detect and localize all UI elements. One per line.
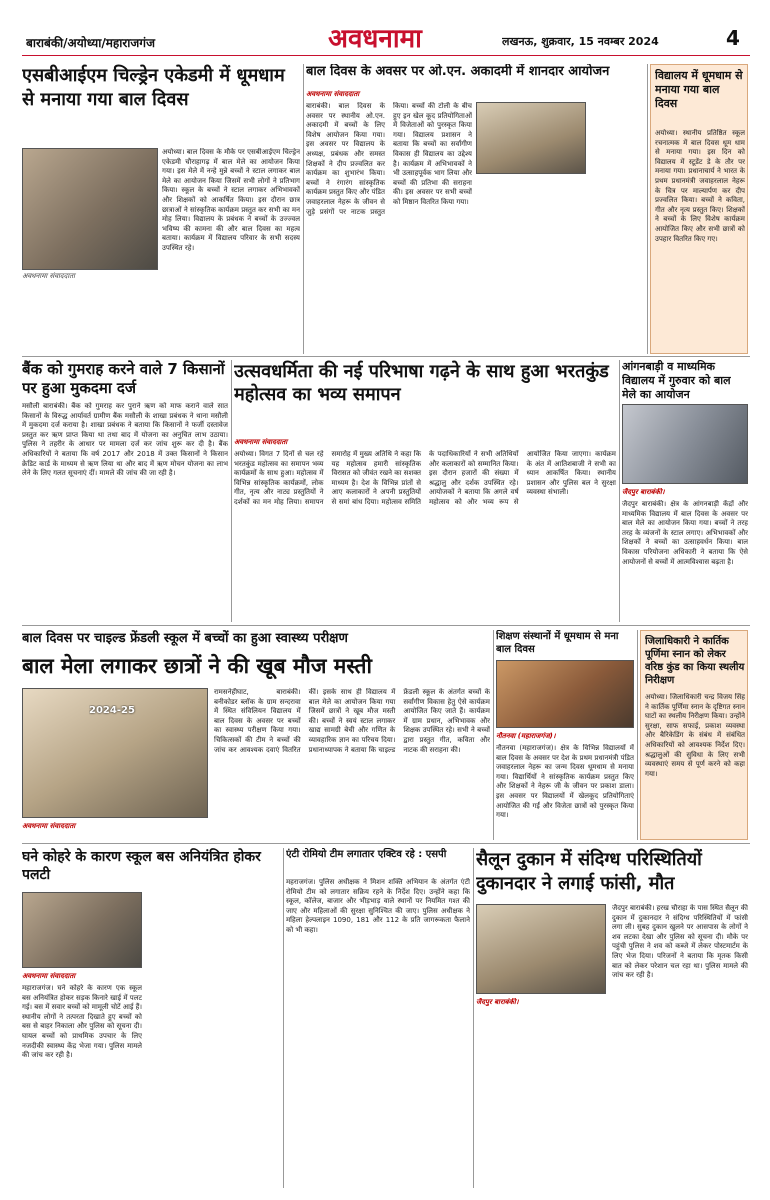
story-2-headline: बाल दिवस के अवसर पर ओ.एन. अकादमी में शानदार आयोजन — [306, 64, 610, 79]
story-2-body: बाराबंकी। बाल दिवस के अवसर पर स्थानीय ओ.एन. अकादमी में बच्चों के लिए विशेष आयोजन किया गया। इस अवसर पर विद्यालय के अध्यक्ष, प्रबंधक और समस्त शिक्षकों ने दीप प्रज्वलित कर कार्यक्रम का शुभारंभ किया। बच्चों ने रंगारंग सांस्कृतिक कार्यक्रम प्रस्तुत किए और पंडित जवाहरलाल नेहरू के जीवन से जुड़े प्रसंगों पर नाटक प्रस्तुत किया। बच्चों की टोली के बीच हुए इन खेल कूद प्रतियोगिताओं में विजेताओं को पुरस्कृत किया गया। विद्यालय प्रशासन ने बताया कि बच्चों का सर्वांगीण विकास ही विद्यालय का उद्देश्य है। कार्यक्रम में अभिभावकों ने भी उत्साहपूर्वक भाग लिया और बच्चों की प्रतिभा की सराहना की। इस अवसर पर सभी बच्चों को मिष्ठान वितरित किया गया। — [306, 102, 472, 216]
rule-11 — [473, 848, 474, 1188]
story-2-body-cont — [476, 178, 642, 354]
story-5-body: अयोध्या। विगत 7 दिनों से चल रहे भरतकुंड महोत्सव का समापन भव्य कार्यक्रमों के साथ हुआ। महोत्सव में विभिन्न सांस्कृतिक कार्यक्रमों, लोक गीत, नृत्य और नाट्य प्रस्तुतियों ने दर्शकों का मन मोह लिया। समापन समारोह में मुख्य अतिथि ने कहा कि यह महोत्सव हमारी सांस्कृतिक विरासत को जीवंत रखने का सशक्त माध्यम है। देश के विभिन्न प्रांतों से आए कलाकारों ने अपनी प्रस्तुतियों से समां बांध दिया। महोत्सव समिति के पदाधिकारियों ने सभी अतिथियों और कलाकारों को सम्मानित किया। इस दौरान हजारों की संख्या में श्रद्धालु और दर्शक उपस्थित रहे। आयोजकों ने बताया कि अगले वर्ष महोत्सव को और भव्य रूप से आयोजित किया जाएगा। कार्यक्रम के अंत में आतिशबाजी ने सभी का ध्यान आकर्षित किया। स्थानीय प्रशासन और पुलिस बल ने सुरक्षा व्यवस्था संभाली। — [234, 450, 616, 506]
rule-2 — [647, 64, 648, 354]
story-6-byline: जैदपुर बाराबंकी। — [622, 488, 665, 496]
story-5-byline: अवधनामा संवाददाता — [234, 438, 288, 446]
story-12-body: जैदपुर बाराबंकी। हरख चौराहा के पास स्थित सैलून की दुकान में दुकानदार ने संदिग्ध परिस्थितियों में फांसी लगा ली। सुबह दुकान खुलने पर आसपास के लोगों ने शव लटका देखा और पुलिस को सूचना दी। मौके पर पहुंची पुलिस ने शव को कब्जे में लेकर पोस्टमार्टम के लिए भेज दिया। परिजनों ने बताया कि मृतक किसी बात को लेकर परेशान चल रहा था। पुलिस मामले की जांच कर रही है। — [612, 904, 748, 980]
rule-4 — [231, 360, 232, 622]
story-10-headline: घने कोहरे के कारण स्कूल बस अनियंत्रित होकर पलटी — [22, 849, 261, 883]
rule-1 — [303, 64, 304, 354]
masthead-date: लखनऊ, शुक्रवार, 15 नवम्बर 2024 — [502, 35, 659, 48]
story-1-photo — [22, 148, 158, 270]
story-11-body: महराजगंज। पुलिस अधीक्षक ने मिशन शक्ति अभियान के अंतर्गत एंटी रोमियो टीम को लगातार सक्रिय रहने के निर्देश दिए। उन्होंने कहा कि स्कूल, कॉलेज, बाजार और भीड़भाड़ वाले स्थानों पर नियमित गश्त की जाए और महिलाओं की सुरक्षा सुनिश्चित की जाए। पुलिस अधीक्षक ने महिला हेल्पलाइन 1090, 181 और 112 के प्रति जागरूकता फैलाने को भी कहा। — [286, 878, 470, 934]
story-9-body: अयोध्या। जिलाधिकारी चन्द्र विजय सिंह ने कार्तिक पूर्णिमा स्नान के दृष्टिगत स्नान घाटों का स्थलीय निरीक्षण किया। उन्होंने सुरक्षा, साफ सफाई, प्रकाश व्यवस्था और बैरिकेडिंग के संबंध में संबंधित अधिकारियों को आवश्यक निर्देश दिए। श्रद्धालुओं की सुविधा के लिए सभी व्यवस्थाएं समय से पूर्ण करने को कहा गया। — [645, 693, 745, 778]
story-7 — [22, 630, 490, 840]
rule-6 — [22, 625, 750, 626]
story-7-photo — [22, 688, 208, 818]
story-4-body: मसौली बाराबंकी। बैंक को गुमराह कर पुराने ऋण को माफ कराने वाले सात किसानों के विरुद्ध आर्यावर्त ग्रामीण बैंक मसौली के शाखा प्रबंधक ने थाना मसौली में मुकदमा दर्ज कराया है। शाखा प्रबंधक ने बताया कि किसानों ने फर्जी दस्तावेज प्रस्तुत कर ऋण प्राप्त किया था तथा बाद में योजना का अनुचित लाभ उठाया। पुलिस ने तहरीर के आधार पर मामला दर्ज कर जांच शुरू कर दी है। बैंक अधिकारियों ने बताया कि वर्ष 2017 और 2018 में उक्त किसानों ने किसान क्रेडिट कार्ड के माध्यम से ऋण लिया था और बाद में ऋण मोचन योजना का लाभ लेने के लिए गलत सूचनाएं दीं। मामले की जांच की जा रही है। — [22, 402, 228, 478]
rule-3 — [22, 356, 750, 357]
story-9-headline: जिलाधिकारी ने कार्तिक पूर्णिमा स्नान को लेकर वरिष्ठ कुंड का किया स्थलीय निरीक्षण — [645, 636, 745, 686]
story-10-body-cont — [148, 892, 280, 1188]
story-3 — [650, 64, 748, 354]
story-2 — [306, 64, 644, 354]
story-7-byline: अवधनामा संवाददाता — [22, 822, 76, 830]
story-8 — [496, 630, 634, 840]
story-3-body: अयोध्या। स्थानीय प्रतिष्ठित स्कूल रचनात्मक में बाल दिवस धूम धाम से मनाया गया। इस दिन को विद्यालय में स्टूडेंट डे के तौर पर मनाया गया। प्रधानाचार्य ने भारत के प्रथम प्रधानमंत्री जवाहरलाल नेहरू के चित्र पर माल्यार्पण कर दीप प्रज्वलित किया। बच्चों ने कविता, गीत और नृत्य प्रस्तुत किए। शिक्षकों ने बच्चों के लिए विशेष कार्यक्रम आयोजित किए और सभी छात्रों को उपहार वितरित किए गए। — [655, 129, 745, 243]
story-10-body: महाराजगंज। घने कोहरे के कारण एक स्कूल बस अनियंत्रित होकर सड़क किनारे खाई में पलट गई। बस में सवार बच्चों को मामूली चोटें आई हैं। स्थानीय लोगों ने तत्परता दिखाते हुए बच्चों को बस से बाहर निकाला और पुलिस को सूचना दी। घायल बच्चों को प्राथमिक उपचार के लिए नजदीकी स्वास्थ्य केंद्र भेजा गया। पुलिस मामले की जांच कर रही है। — [22, 984, 142, 1060]
story-8-photo — [496, 660, 634, 728]
story-1-headline: एसबीआईएम चिल्ड्रेन एकेडमी में धूमधाम से मनाया गया बाल दिवस — [22, 65, 285, 110]
rule-5 — [619, 360, 620, 622]
story-7-photo-banner: 2024-25 — [89, 705, 135, 716]
masthead-rule — [22, 55, 750, 56]
story-5-headline: उत्सवधर्मिता की नई परिभाषा गढ़ने के साथ हुआ भरतकुंड महोत्सव का भव्य समापन — [234, 361, 609, 405]
story-10 — [22, 848, 280, 1188]
story-4 — [22, 360, 228, 622]
story-6 — [622, 360, 748, 622]
story-8-body: नौतनवा (महाराजगंज)। क्षेत्र के विभिन्न विद्यालयों में बाल दिवस के अवसर पर देश के प्रथम प्रधानमंत्री पंडित जवाहरलाल नेहरू का जन्म दिवस धूमधाम से मनाया गया। विद्यार्थियों ने सांस्कृतिक कार्यक्रम प्रस्तुत किए और शिक्षकों ने नेहरू जी के जीवन पर प्रकाश डाला। इस अवसर पर विद्यालयों में खेलकूद प्रतियोगिताएं आयोजित की गईं और विजेता छात्रों को पुरस्कृत किया गया। — [496, 744, 634, 820]
story-9 — [640, 630, 748, 840]
story-12 — [476, 848, 748, 1188]
story-1 — [22, 64, 300, 354]
story-7-body: रामसनेहीघाट, बाराबंकी। बनीकोडर ब्लॉक के ग्राम सन्दरावा में स्थित संविलियन विद्यालय में बाल दिवस के अवसर पर बच्चों का स्वास्थ्य परीक्षण किया गया। चिकित्सकों की टीम ने बच्चों की जांच कर आवश्यक दवाएं वितरित कीं। इसके साथ ही विद्यालय में बाल मेले का आयोजन किया गया जिसमें छात्रों ने खूब मौज मस्ती की। बच्चों ने स्वयं स्टाल लगाकर खाद्य सामग्री बेची और गणित के व्यावहारिक ज्ञान का परिचय दिया। प्रधानाध्यापक ने बताया कि चाइल्ड फ्रेंडली स्कूल के अंतर्गत बच्चों के सर्वांगीण विकास हेतु ऐसे कार्यक्रम आयोजित किए जाते हैं। कार्यक्रम में ग्राम प्रधान, अभिभावक और शिक्षक उपस्थित रहे। सभी ने बच्चों द्वारा प्रस्तुत गीत, कविता और नाटक की सराहना की। — [214, 688, 490, 754]
story-10-byline: अवधनामा संवाददाता — [22, 972, 76, 980]
rule-8 — [637, 630, 638, 840]
masthead-left: बाराबंकी/अयोध्या/महाराजगंज — [26, 36, 155, 50]
masthead — [0, 0, 770, 56]
story-3-headline: विद्यालय में धूमधाम से मनाया गया बाल दिवस — [655, 69, 743, 110]
story-1-body: अयोध्या। बाल दिवस के मौके पर एसबीआईएम चिल्ड्रेन एकेडमी चौराहागढ़ में बाल मेले का आयोजन किया गया। इस मेले में नन्हे मुन्ने बच्चों ने स्टाल लगाकर बाल मेले का आयोजन किया जिसमें सभी लोगों ने प्रतिभाग किया। स्कूल के बच्चों ने स्टाल लगाकर अभिभावकों और शिक्षकों को आकर्षित किया। इस दौरान छात्र छात्राओं ने सांस्कृतिक कार्यक्रम प्रस्तुत कर सभी का मन मोह लिया। विद्यालय के प्रबंधक ने बच्चों के उज्ज्वल भविष्य की कामना की और बाल दिवस का महत्व बताया। कार्यक्रम में विद्यालय परिवार के सभी सदस्य उपस्थित रहे। — [162, 148, 300, 252]
story-1-caption: अवधनामा संवाददाता — [22, 272, 75, 280]
story-6-photo — [622, 404, 748, 484]
rule-7 — [493, 630, 494, 840]
story-12-headline: सैलून दुकान में संदिग्ध परिस्थितियों दुकानदार ने लगाई फांसी, मौत — [476, 849, 702, 894]
story-11-headline: एंटी रोमियो टीम लगातार एक्टिव रहे : एसपी — [286, 849, 447, 860]
rule-10 — [283, 848, 284, 1188]
story-5 — [234, 360, 616, 622]
story-12-byline: जैदपुर बाराबंकी। — [476, 998, 519, 1006]
story-8-byline: नौतनवा (महाराजगंज)। — [496, 732, 556, 740]
story-6-headline: आंगनबाड़ी व माध्यमिक विद्यालय में गुरुवार को बाल मेले का आयोजन — [622, 360, 731, 401]
story-7-headline-top: बाल दिवस पर चाइल्ड फ्रेंडली स्कूल में बच्चों का हुआ स्वास्थ्य परीक्षण — [22, 631, 348, 646]
masthead-logo: अवधनामा — [328, 24, 422, 54]
story-10-photo — [22, 892, 142, 968]
rule-9 — [22, 843, 750, 844]
story-2-photo — [476, 102, 586, 174]
story-8-headline: शिक्षण संस्थानों में धूमधाम से मना बाल दिवस — [496, 631, 619, 655]
story-4-headline: बैंक को गुमराह करने वाले 7 किसानों पर हुआ मुकदमा दर्ज — [22, 360, 225, 397]
story-7-headline-main: बाल मेला लगाकर छात्रों ने की खूब मौज मस्ती — [22, 654, 372, 678]
story-6-body: जैदपुर बाराबंकी। क्षेत्र के आंगनबाड़ी केंद्रों और माध्यमिक विद्यालय में बाल दिवस के अवसर पर बाल मेले का आयोजन किया गया। बच्चों ने तरह तरह के व्यंजनों के स्टाल लगाए। अभिभावकों और शिक्षकों ने बच्चों का उत्साहवर्धन किया। बाल विकास परियोजना अधिकारी ने बताया कि ऐसे आयोजनों से बच्चों में आत्मविश्वास बढ़ता है। — [622, 500, 748, 566]
story-11 — [286, 848, 470, 1188]
story-12-photo — [476, 904, 606, 994]
page-number: 4 — [726, 26, 740, 50]
story-2-byline: अवधनामा संवाददाता — [306, 90, 360, 98]
